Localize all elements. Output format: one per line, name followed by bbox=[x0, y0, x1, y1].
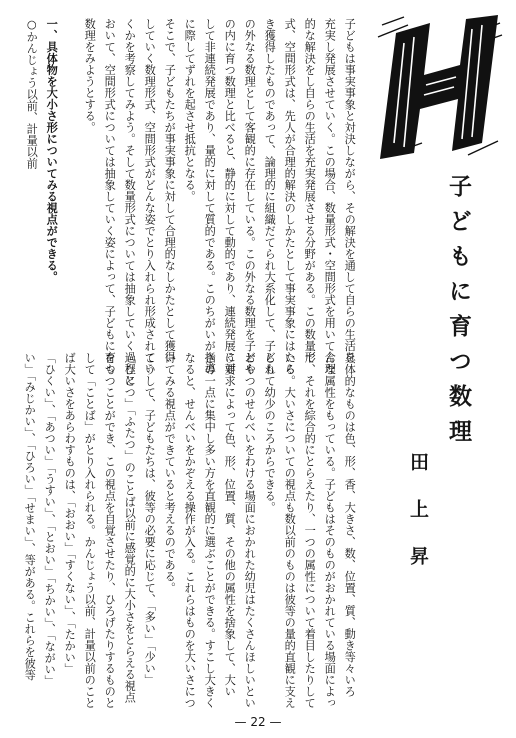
text-column: い」「みじかい」、「ひろい」「せまい」、等がある。これらを彼等 bbox=[23, 352, 37, 681]
text-column: していく数理形式、空間形式がどんな姿でとり入れられ形成されてい bbox=[143, 18, 157, 375]
text-column: んな属性をもっている。子どもはそのものがおかれている場面によっ bbox=[323, 352, 337, 709]
article-logo bbox=[374, 15, 506, 160]
text-column: の外なる数理として客観的に存在している。この外なる数理を子ども bbox=[243, 18, 257, 375]
text-column: き獲得したものであって、論理的に組織だてられ大系化して、子ども bbox=[263, 18, 277, 375]
text-column: して非連続発展であり、量的に対して質的である。このちがいが指導 bbox=[203, 18, 217, 375]
text-column: おやつのせんべいをわける場面におかれた幼児はたくさんほしいとい bbox=[243, 352, 257, 709]
text-column: 具体的なものは色、形、香、大きさ、数、位置、質、動き等々いろ bbox=[343, 352, 357, 697]
article-title: 子どもに育つ数理 bbox=[445, 174, 472, 454]
text-column: て、それを綜合的にとらえたり、一つの属性について着目したりして bbox=[303, 352, 317, 709]
text-column: られて幼少のころからできる。 bbox=[263, 352, 277, 513]
page-number: — 22 — bbox=[234, 715, 282, 729]
text-column: ば大いさをあらわすものは、「おおい」「すくない」、「たかい」 bbox=[63, 352, 77, 675]
text-column: いる。大いさについての視点も数以前のものは彼等の量的直観に支え bbox=[283, 352, 297, 709]
text-column: 式、空間形式は、先人が合理的解決のしかたとして事実事象にはたら bbox=[283, 18, 297, 375]
text-column: 的な解決をし自らの生活を充実発展させる分野がある。この数量形 bbox=[303, 18, 317, 363]
text-column: 数理をみようとする。 bbox=[83, 18, 97, 133]
h-logo-icon bbox=[374, 15, 506, 160]
text-column: くかを考察してみよう。そして数量形式については抽象していく過程に bbox=[123, 18, 137, 386]
text-column: おいて、空間形式については抽象していく姿によって、子どもに育つ bbox=[103, 18, 117, 375]
text-column: 「ひくい」、「あつい」「うすい」、「とおい」「ちかい」、「ながい」 bbox=[43, 352, 57, 687]
text-column: に際してずれを起させ抵抗となる。 bbox=[183, 18, 197, 202]
text-column: さの一点に集中し多い方を直観的に選ぶことができる。すこし大きく bbox=[203, 352, 217, 709]
text-column: して「ことば」がとり入れられる。かんじょう以前、計量以前のこと bbox=[83, 352, 97, 709]
text-column: の内に育つ数理と比べると、静的に対して動的であり、連続発展に対 bbox=[223, 18, 237, 375]
text-column: なると、せんべいをかぞえる操作が入る。これらはものを大いさにつ bbox=[183, 352, 197, 709]
text-column: 「ひとつ」「ふたつ」のことば以前に感覚的に大小さをとらえる視点 bbox=[123, 352, 137, 703]
text-column: そこで、子どもたちが事実事象に対して合理的なしかたとして獲得 bbox=[163, 18, 177, 363]
article-author: 田上昇 bbox=[407, 452, 429, 593]
subsection-heading: ○かんじょう以前、計量以前 bbox=[25, 18, 39, 170]
text-column: をもつことができ、この視点を自覚させたり、ひろげたりするものと bbox=[103, 352, 117, 709]
text-column: 子どもは事実事象と対決しながら、その解決を通して自らの生活を bbox=[343, 18, 357, 363]
section-heading: 一、具体物を大小さ形についてみる視点ができる。 bbox=[45, 18, 60, 283]
text-column: いてみる視点ができていると考えるのである。 bbox=[163, 352, 177, 594]
text-column: 充実し発展させていく。この場合、数量形式・空間形式を用いて合理 bbox=[323, 18, 337, 375]
text-column: う要求によって色、形、位置、質、その他の属性を捨象して、大い bbox=[223, 352, 237, 697]
text-column: こうして、子どもたちは、彼等の必要に応じて、「多い」「少い」 bbox=[143, 352, 157, 686]
